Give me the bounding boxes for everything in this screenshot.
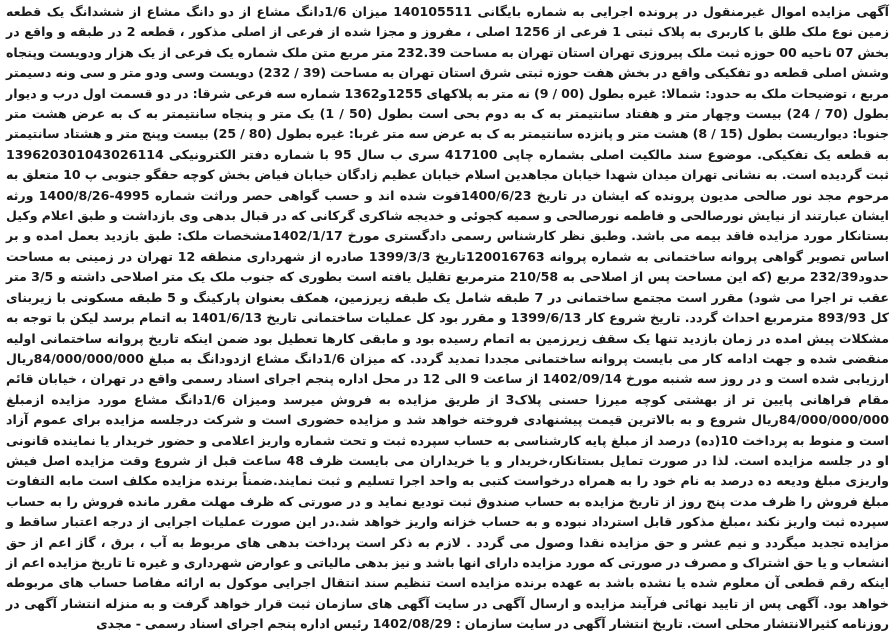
- auction-notice-text: آگهی مزایده اموال غیرمنقول در پرونده اجرایی به شماره بایگانی 140105511 میزان 1/6دانگ مشاع از دو دانگ مشاع از ششدانگ یک قطعه زمین نوع ملک طلق با کاربری به پلاک ثبتی 1 فرعی از 1256 اصلی ، مفروز و مجزا شده از فرعی از اصلی مذکور ، قطعه 2 در طبقه و واقع در بخش 07 ناحیه 00 حوزه ثبت ملک پیروزی تهران استان تهران به مساحت 232.39 متر مربع متن ملک شماره یک فرعی از یک هزار ودویست وپنجاه وشش اصلی قطعه دو تفکیکی واقع در بخش هفت حوزه ثبتی شرق استان تهران به مساحت (39 / 232) دویست وسی ودو متر و سی ونه دسیمتر مربع ، توضیحات ملک به حدود: شمالا: غیره بطول (00 / 9) نه متر به پلاکهای 1255و1362 شماره سه فرعی شرقا: در دو قسمت اول درب و دیوار بطول (70 / 24) بیست وچهار متر و هفتاد سانتیمتر به ک به دوم بحی است بطول (50 / 1) یک متر و پنجاه سانتیمتر به ک به عرض هشت متر جنوبا: دیواریست بطول (15 / 8) هشت متر و پانزده سانتیمتر به ک به عرض سه متر غربا: غیره بطول (80 / 25) بیست وپنج متر و هشتاد سانتیمتر به قطعه یک تفکیکی. موضوع سند مالکیت اصلی بشماره چاپی 417100 سری ب سال 95 با شماره دفتر الکترونیکی 139620301043026114 ثبت گردیده است. به نشانی تهران میدان شهدا خیابان مجاهدین اسلام خیابان عظیم زادگان خیابان فیاض بخش کوچه حقگو جنوبی پ 10 متعلق به مرحوم مجد نور صالحی مدیون پرونده که ایشان در تاریخ 1400/6/23فوت شده اند و حسب گواهی حصر وراثت شماره 4995-1400/8/26 ورثه ایشان عبارتند از نیایش نورصالحی و فاطمه نورصالحی و سمیه کجوئی و خدیجه شاکری گرکانی که در قبال بدهی وی بازداشت و طبق اعلام وکیل بستانکار مورد مزایده فاقد بیمه می باشد. وطبق نظر کارشناس رسمی دادگستری مورخ 1402/1/17مشخصات ملک: طبق بازدید بعمل امده و بر اساس تصویر گواهی پروانه ساختمانی به شماره پروانه 120016763تاریخ 1399/3/3 صادره از شهرداری منطقه 12 تهران در زمینی به مساحت حدود232/39 مربع (که این مساحت پس از اصلاحی به 210/58 مترمربع تقلیل یافته است بطوری که جنوب ملک یک متر اصلاحی داشته و 3/5 متر عقب تر اجرا می شود) مقرر است مجتمع ساختمانی در 7 طبقه شامل یک طبقه زیرزمین، همکف بعنوان پارکینگ و 5 طبقه مسکونی با زیربنای کل 893/93 مترمربع احداث گردد. تاریخ شروع کار 1399/6/13 و مقرر بود کل عملیات ساختمانی تاریخ 1401/6/13 به اتمام برسد لیکن با توجه به مشکلات پیش امده در زمان بازدید تنها یک سقف زیرزمین به اتمام رسیده بود و مابقی کارها تعطیل بود ضمن اینکه تاریخ پروانه ساختمانی اولیه منقضی شده و جهت ادامه کار می بایست پروانه ساختمانی مجددا تمدید گردد. که میزان 1/6دانگ مشاع ازدودانگ به مبلغ 84/000/000/000ریال ارزیابی شده است و در روز سه شنبه مورخ 1402/09/14 از ساعت 9 الی 12 در محل اداره پنجم اجرای اسناد رسمی واقع در تهران ، خیابان قائم مقام فراهانی پایین تر از بهشتی کوچه میرزا حسنی پلاک3 از طریق مزایده به فروش میرسد ومیزان 1/6دانگ مشاع مورد مزایده ازمبلغ 84/000/000/000ریال شروع و به بالاترین قیمت پیشنهادی فروخته خواهد شد و مزایده حضوری است و شرکت درجلسه مزایده برای عموم آزاد است و منوط به پرداخت 10(ده) درصد از مبلغ پایه کارشناسی به حساب سپرده ثبت و تحت شماره واریز اعلامی و حضور خریدار یا نماینده قانونی او در جلسه مزایده است. لذا در صورت تمایل بستانکار،خریدار و یا خریداران می بایست ظرف 48 ساعت قبل از شروع وقت مزایده اصل فیش واریزی مبلغ ودیعه ده درصد به نام خود را به همراه درخواست کتبی به واحد اجرا تسلیم و ثبت نمایند.ضمناً برنده مزایده مکلف است مابه التفاوت مبلغ فروش را ظرف مدت پنج روز از تاریخ مزایده به حساب صندوق ثبت تودیع نماید و در صورتی که ظرف مهلت مقرر مانده فروش را به حساب سپرده ثبت واریز نکند ،مبلغ مذکور قابل استرداد نبوده و به حساب خزانه واریز خواهد شد.در این صورت عملیات اجرایی از درجه اعتبار ساقط و مزایده تجدید میگردد و نیم عشر و حق مزایده نقدا وصول می گردد . لازم به ذکر است پرداخت بدهی های مربوط به آب ، برق ، گاز اعم از حق انشعاب و یا حق اشتراک و مصرف در صورتی که مورد مزایده دارای انها باشد و نیز بدهی مالیاتی و عوارض شهرداری و غیره تا تاریخ مزایده اعم از اینکه رقم قطعی آن معلوم شده یا نشده باشد به عهده برنده مزایده است تنظیم سند انتقال اجرایی موکول به ارائه مفاصا حساب های مربوطه خواهد بود. آگهی پس از تایید نهائی فرآیند مزایده و ارسال آگهی در سایت آگهی های سازمان ثبت قرار خواهد گرفت و به منزله انتشار آگهی در روزنامه کثیرالانتشار محلی است. تاریخ انتشار آگهی در سایت سازمان : 1402/08/29 رئیس اداره پنجم اجرای اسناد رسمی - مجدی: [6, 4, 890, 632]
